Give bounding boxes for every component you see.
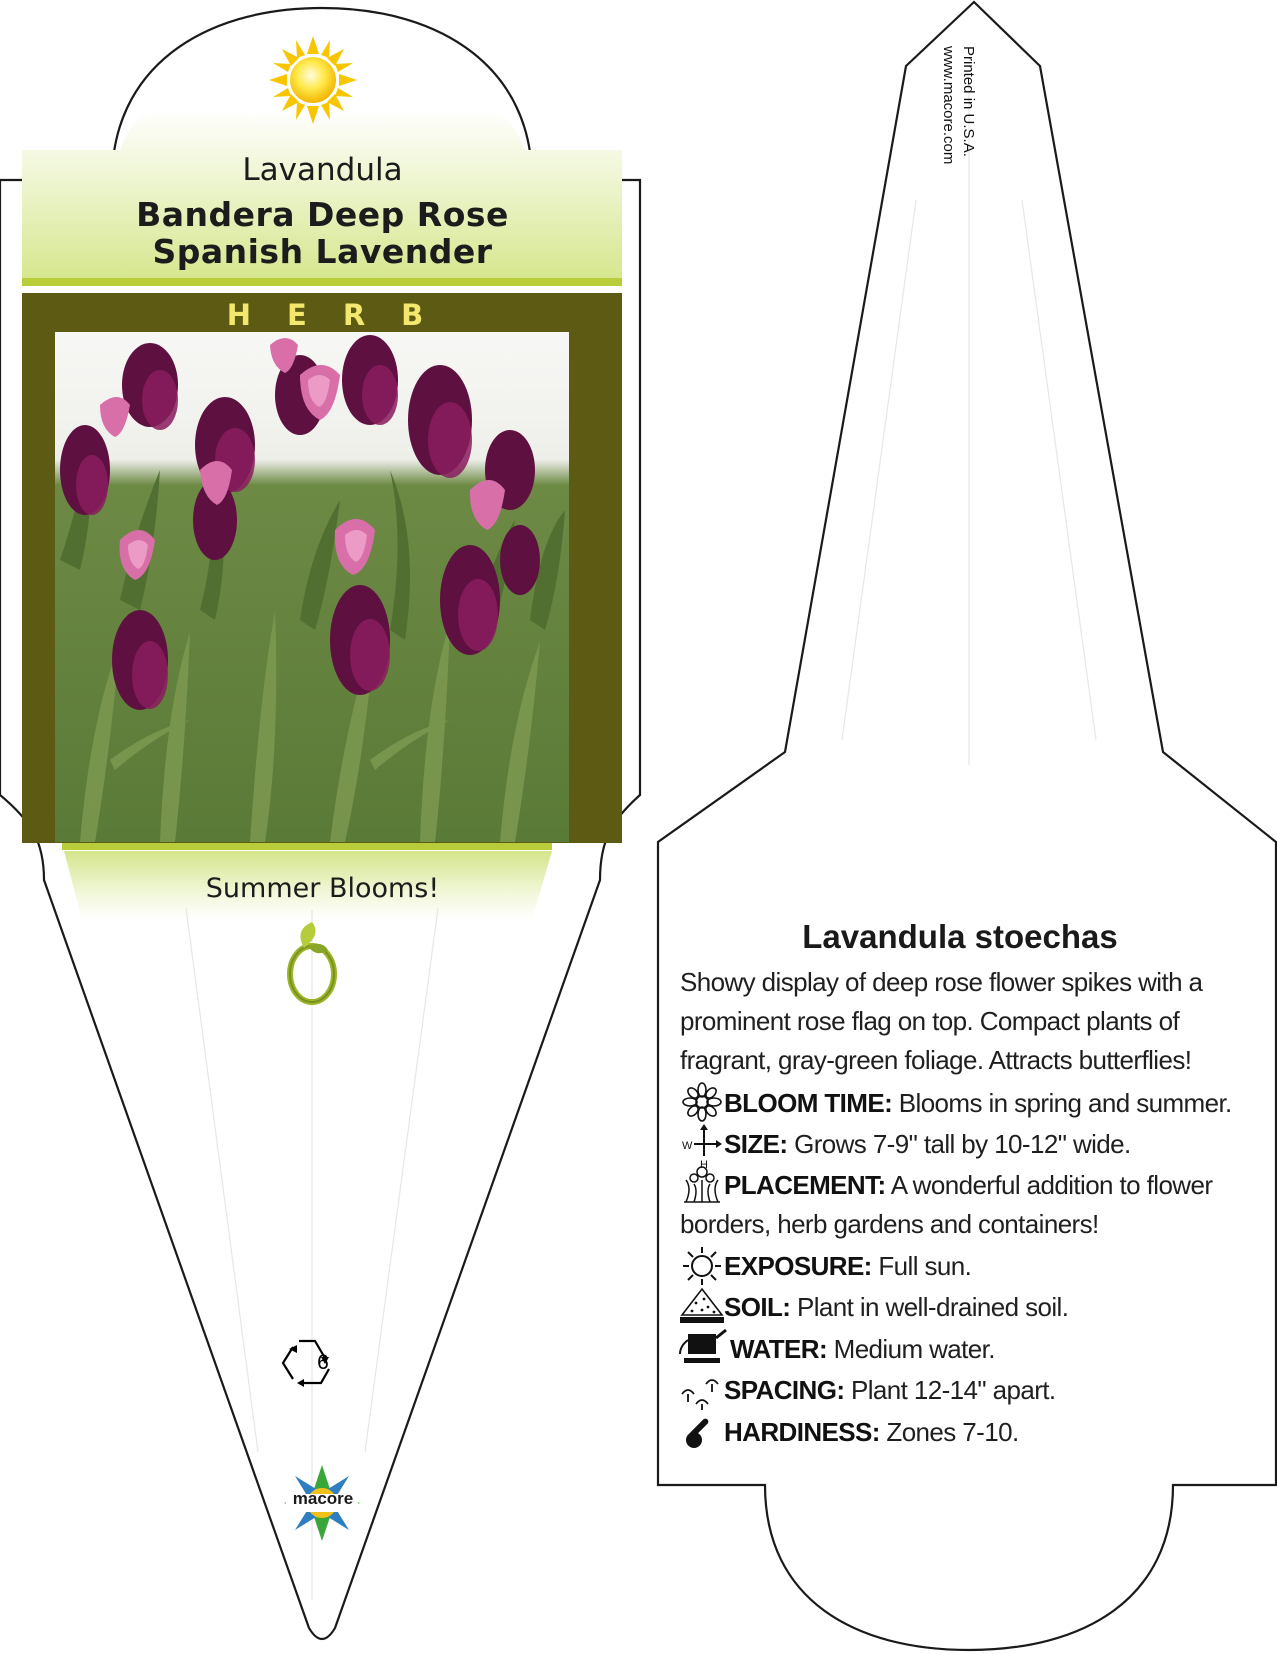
botanical-name: Lavandula stoechas [802,918,1118,955]
lavender-photo [55,332,569,842]
printed-info [940,46,977,216]
svg-text:H: H [700,1159,708,1171]
plant-name-line-1: Bandera Deep Rose [136,195,509,234]
attr-water: WATER: Medium water. [730,1334,995,1364]
bloom-note: Summer Blooms! [205,873,440,904]
attr-hardiness: HARDINESS: Zones 7-10. [724,1417,1019,1447]
category-label: HERB [226,298,460,332]
plant-genus: Lavandula [242,152,403,188]
attr-exposure: EXPOSURE: Full sun. [724,1251,972,1281]
website: www.macore.com [940,46,957,165]
brand-name: macore [292,1489,354,1508]
attr-placement: PLACEMENT: A wonderful addition to flower borders, herb gardens and containers! [680,1170,1213,1239]
recycle-code: 6 [317,1351,329,1374]
description: Showy display of deep rose flower spikes with a prominent rose flag on top. Compact plants of fragrant, gray-green foliage. Attracts butterflies! [680,967,1203,1075]
attr-bloom-time: BLOOM TIME: Blooms in spring and summer. [724,1088,1232,1118]
svg-text:W: W [682,1140,693,1152]
attr-size: SIZE: Grows 7-9" tall by 10-12" wide. [724,1129,1131,1159]
printed-in: Printed in U.S.A. [960,46,977,157]
plant-name-line-2: Spanish Lavender [152,232,493,271]
attr-soil: SOIL: Plant in well-drained soil. [724,1292,1069,1322]
sun-icon [269,36,357,124]
attr-spacing: SPACING: Plant 12-14" apart. [724,1375,1056,1405]
